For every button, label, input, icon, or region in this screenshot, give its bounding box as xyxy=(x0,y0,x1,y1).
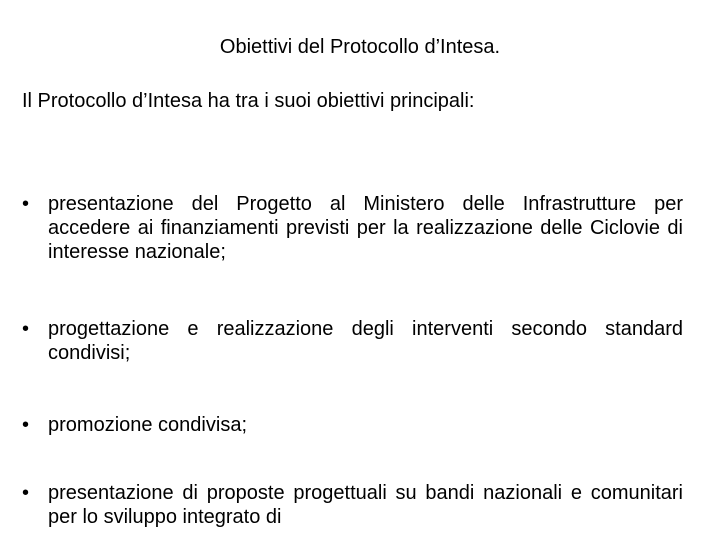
bullet-icon: • xyxy=(22,482,30,504)
intro-text: Il Protocollo d’Intesa ha tra i suoi obiettivi principali: xyxy=(22,90,475,112)
list-item xyxy=(22,317,683,365)
list-item xyxy=(22,192,683,264)
list-item xyxy=(22,481,683,529)
bullet-icon: • xyxy=(22,414,30,436)
bullet-icon: • xyxy=(22,318,30,340)
bullet-icon: • xyxy=(22,193,30,215)
bullet-text: presentazione di proposte progettuali su bandi nazionali e comunitari per lo sviluppo integrato di xyxy=(48,482,683,528)
list-item xyxy=(22,413,683,437)
bullet-text: progettazione e realizzazione degli interventi secondo standard condivisi; xyxy=(48,318,683,364)
slide-title: Obiettivi del Protocollo d’Intesa. xyxy=(219,36,501,58)
bullet-text: presentazione del Progetto al Ministero delle Infrastrutture per accedere ai finanziamenti previsti per la realizzazione delle Ciclovie di interesse nazionale; xyxy=(48,193,683,263)
bullet-text: promozione condivisa; xyxy=(48,414,247,436)
